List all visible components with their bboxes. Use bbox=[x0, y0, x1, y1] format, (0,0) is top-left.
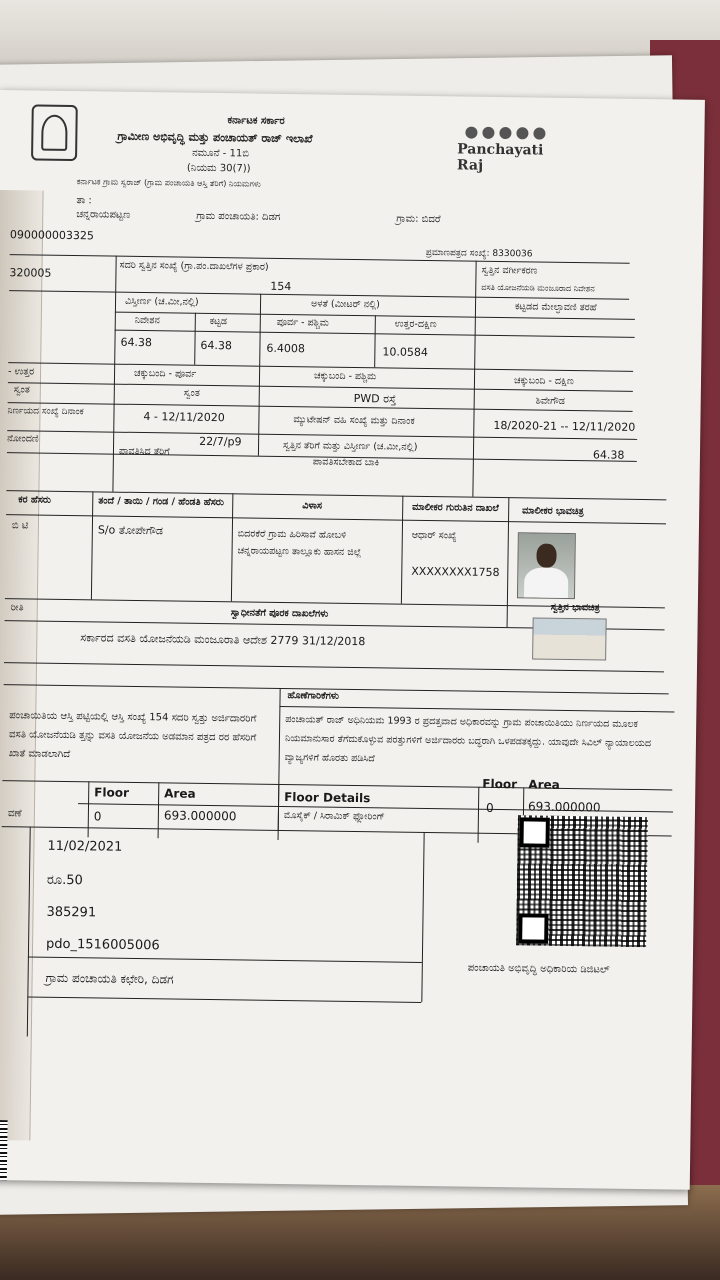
rule-line bbox=[258, 294, 261, 456]
south-boundary-label: ಚಕ್ಕುಬಂದಿ - ದಕ್ಷಿಣ bbox=[513, 375, 574, 388]
area-header-left: Area bbox=[164, 786, 196, 801]
registration-label: ನೋಂದಣಿ bbox=[7, 433, 39, 445]
qr-code-icon bbox=[516, 815, 648, 947]
property-photo bbox=[532, 617, 607, 660]
form-number: ನಮೂನೆ - 11ಬಿ bbox=[192, 147, 250, 160]
east-boundary: ಸ್ವಂತ bbox=[183, 387, 200, 399]
liabilities-label: ಹೊಣೆಗಾರಿಕೆಗಳು bbox=[287, 690, 340, 702]
owner-photo-header: ಮಾಲೀಕರ ಭಾವಚಿತ್ರ bbox=[522, 505, 584, 518]
rule-line bbox=[421, 832, 424, 1002]
rule-note: ಕರ್ನಾಟಕ ಗ್ರಾಮ ಸ್ವರಾಜ್ (ಗ್ರಾಮ ಪಂಚಾಯತಿ ಆಸ್ತಿ ತೆರಿಗೆ) ನಿಯಮಗಳು bbox=[76, 177, 261, 189]
rule-reference: (ನಿಯಮ 30(7)) bbox=[186, 162, 251, 175]
measure-label: ಅಳತೆ (ಮೀಟರ್ ನಲ್ಲಿ) bbox=[310, 298, 381, 311]
area-right: 693.000000 bbox=[527, 799, 601, 815]
rule-line bbox=[91, 491, 94, 599]
owner-name-header: ಕರ ಹೆಸರು bbox=[18, 494, 52, 506]
north-south-label: ಉತ್ತರ-ದಕ್ಷಿಣ bbox=[394, 318, 437, 331]
east-west-value: 6.4008 bbox=[266, 341, 306, 356]
rule-line bbox=[194, 313, 196, 365]
logo-dots-icon bbox=[465, 127, 567, 140]
liabilities-note: ಪಂಚಾಯತ್ ರಾಜ್ ಅಧಿನಿಯಮ 1993 ರ ಪ್ರದತ್ತವಾದ ಅಧಿಕಾರವನ್ನು ಗ್ರಾಮ ಪಂಚಾಯಿತಿಯು ನಿರ್ಣಯದ ಮೂಲಕ ನಿಯಮಾನುಸಾರ ತೆಗೆದುಕೊಳ್ಳುವ ಪರತ್ತುಗಳಿಗೆ ಅರ್ಜಿದಾರರು ಬದ್ಧರಾಗಿ ಒಳಪಡತಕ್ಕದ್ದು. ಯಾವುದೇ ಸಿವಿಲ್ ನ್ಯಾಯಾಲಯದ ವ್ಯಾಜ್ಯಗಳಿಗೆ ಹೊರತು ಪಡಿಸಿದೆ bbox=[284, 714, 652, 765]
site-area: 64.38 bbox=[120, 335, 153, 350]
taluk-label: ತಾ : bbox=[76, 195, 92, 207]
floor-right: 0 bbox=[485, 800, 494, 815]
owner-name: ಬಿ ಟಿ bbox=[11, 520, 29, 532]
certificate-number: ಪ್ರಮಾಣಪತ್ರದ ಸಂಖ್ಯೆ: 8330036 bbox=[425, 247, 533, 260]
north-boundary: ಸ್ವಂತ bbox=[13, 384, 30, 396]
panchayati-raj-logo: Panchayati Raj bbox=[457, 126, 568, 175]
rule-line bbox=[401, 496, 404, 604]
south-boundary: ಶಿವೇಗೌಡ bbox=[535, 395, 565, 407]
document-body bbox=[4, 90, 703, 1099]
left-note: ಪಂಚಾಯಿತಿಯ ಆಸ್ತಿ ಪಟ್ಟಿಯಲ್ಲಿ ಆಸ್ತಿ ಸಂಖ್ಯೆ 154 ಸದರಿ ಸ್ವತ್ತು ಅರ್ಜಿದಾರರಿಗೆ ವಸತಿ ಯೋಜನೆಯಡಿ ತ್ತನ್ನು ವಸತಿ ಯೋಜನೆಯ ಅಡಮಾನ ಪತ್ರದ ರರ ಹೆಸರಿಗೆ ಖಾತೆ ಮಾಡಲಾಗಿದೆ bbox=[8, 710, 257, 761]
east-west-label: ಪೂರ್ವ - ಪಶ್ಚಿಮ bbox=[276, 316, 329, 329]
tax-paid-label: ಪಾವತಿಸಿದ ತೆರಿಗೆ bbox=[118, 445, 170, 458]
left-id: 320005 bbox=[9, 266, 52, 280]
area-left: 693.000000 bbox=[163, 808, 237, 824]
rule-line bbox=[88, 781, 90, 837]
resolution: 4 - 12/11/2020 bbox=[143, 410, 225, 425]
aadhaar-number: XXXXXXXX1758 bbox=[411, 564, 500, 580]
id-document-header: ಮಾಲೀಕರ ಗುರುತಿನ ದಾಖಲೆ bbox=[412, 501, 499, 515]
rule-line bbox=[231, 493, 234, 601]
rule-line bbox=[4, 662, 664, 672]
west-boundary-label: ಚಕ್ಕುಬಂದಿ - ಪಶ್ಚಿಮ bbox=[313, 370, 377, 383]
aadhaar-label: ಆಧಾರ್ ಸಂಖ್ಯೆ bbox=[411, 529, 457, 542]
emblem-icon bbox=[31, 104, 78, 161]
gram-panchayat: ಗ್ರಾಮ ಪಂಚಾಯತಿ: ದಿಡಗ bbox=[196, 210, 281, 223]
area-label: ವಿಸ್ತೀರ್ಣ (ಚ.ಮೀ,ನಲ್ಲಿ) bbox=[124, 295, 199, 308]
rule-line bbox=[28, 956, 422, 963]
rule-line bbox=[374, 315, 376, 367]
rule-line bbox=[27, 996, 421, 1003]
floor-details: ಮೊಸೈಕ್ / ಸಿರಾಮಿಕ್ ಫ್ಲೋರಿಂಗ್ bbox=[283, 810, 385, 823]
property-id: 090000003325 bbox=[9, 228, 95, 243]
area-header-right: Area bbox=[528, 777, 560, 792]
fee: ರೂ.50 bbox=[46, 872, 83, 889]
address-header: ವಿಳಾಸ bbox=[302, 500, 322, 512]
owner-address: ಬಿದರಕೆರೆ ಗ್ರಾಮ ಹಿರಿಸಾವೆ ಹೋಬಳಿ ಚನ್ನರಾಯಪಟ್ಟಣ ತಾಲ್ಲೂಕು ಹಾಸನ ಜಿಲ್ಲೆ bbox=[237, 528, 362, 559]
possession-label: ರೀತಿ bbox=[10, 602, 24, 614]
east-boundary-label: ಚಕ್ಕುಬಂದಿ - ಪೂರ್ವ bbox=[133, 367, 197, 380]
issue-date: 11/02/2021 bbox=[47, 838, 123, 855]
property-photo-label: ಸ್ವತ್ತಿನ ಭಾವಚಿತ್ರ bbox=[550, 601, 600, 614]
pdo-id: pdo_1516005006 bbox=[45, 936, 160, 954]
owner-photo bbox=[517, 532, 576, 599]
balance-label: ಪಾವತಿಸಬೇಕಾದ ಬಾಕಿ bbox=[312, 456, 380, 469]
gov-title: ಕರ್ನಾಟಕ ಸರ್ಕಾರ bbox=[227, 115, 285, 127]
possession-docs-label: ಸ್ವಾಧೀನತೆಗೆ ಪೂರಕ ದಾಖಲೆಗಳು bbox=[230, 607, 329, 620]
possession-document: ಸರ್ಕಾರದ ವಸತಿ ಯೋಜನೆಯಡಿ ಮಂಜೂರಾತಿ ಆದೇಶ 2779 31/12/2018 bbox=[80, 631, 366, 649]
barcode-icon bbox=[0, 1120, 8, 1180]
rule-line bbox=[158, 782, 160, 838]
form-11b-sheet bbox=[0, 90, 705, 1190]
roof-type-label: ಕಟ್ಟಡದ ಮೇಲ್ಛಾವಣಿ ತರಹೆ bbox=[514, 301, 597, 314]
mutation: 18/2020-21 -- 12/11/2020 bbox=[493, 418, 636, 434]
floor-header-right: Floor bbox=[482, 776, 518, 792]
dept-title: ಗ್ರಾಮೀಣ ಅಭಿವೃದ್ಧಿ ಮತ್ತು ಪಂಚಾಯತ್ ರಾಜ್ ಇಲಾಖೆ bbox=[117, 129, 313, 146]
office-name: ಗ್ರಾಮ ಪಂಚಾಯತಿ ಕಛೇರಿ, ದಿಡಗ bbox=[45, 970, 174, 987]
north-south-value: 10.0584 bbox=[382, 345, 428, 359]
digital-signature-label: ಪಂಚಾಯತಿ ಅಭಿವೃದ್ಧಿ ಅಧಿಕಾರಿಯ ಡಿಜಿಟಲ್ bbox=[467, 962, 610, 976]
floor-left: 0 bbox=[93, 809, 102, 824]
rule-line bbox=[507, 497, 510, 627]
asset-number: 154 bbox=[270, 279, 292, 294]
west-boundary: PWD ರಸ್ತೆ bbox=[353, 391, 397, 406]
site-label: ನಿವೇಶನ bbox=[134, 314, 160, 327]
floor-header-left: Floor bbox=[94, 785, 130, 800]
asset-number-label: ಸದರಿ ಸ್ವತ್ತಿನ ಸಂಖ್ಯೆ (ಗ್ರಾ.ಪಂ.ದಾಖಲೆಗಳ ಪ್ರಕಾರ) bbox=[119, 259, 269, 273]
tax-area-value: 64.38 bbox=[592, 448, 625, 462]
rule-line bbox=[278, 784, 280, 840]
receipt-number: 385291 bbox=[46, 904, 97, 921]
built-area: 64.38 bbox=[200, 338, 233, 353]
north-boundary-label: - ಉತ್ತರ bbox=[7, 366, 35, 378]
taluk-name: ಚನ್ನರಾಯಪಟ್ಟಣ bbox=[76, 209, 131, 221]
left-row-label: ವಣೆ bbox=[7, 808, 22, 820]
rule-line bbox=[27, 826, 31, 1036]
resolution-label: ನಿರ್ಣಯದ ಸಂಖ್ಯೆ ದಿನಾಂಕ bbox=[7, 406, 84, 418]
tax-area-label: ಸ್ವತ್ತಿನ ತೆರಿಗೆ ಮತ್ತು ವಿಸ್ತೀರ್ಣ (ಚ.ಮೀ,ನಲ್ಲಿ) bbox=[282, 439, 418, 453]
asset-type-label: ಸ್ವತ್ತಿನ ವರ್ಗೀಕರಣ bbox=[481, 264, 538, 277]
rule-line bbox=[10, 254, 630, 264]
floor-details-header: Floor Details bbox=[284, 790, 371, 806]
mutation-label: ಮ್ಯುಟೇಷನ್ ವಹಿ ಸಂಖ್ಯೆ ಮತ್ತು ದಿನಾಂಕ bbox=[293, 414, 415, 427]
rule-line bbox=[478, 787, 480, 843]
built-label: ಕಟ್ಟಡ bbox=[209, 315, 228, 328]
relation-header: ತಂದೆ / ತಾಯಿ / ಗಂಡ / ಹೆಂಡತಿ ಹೆಸರು bbox=[98, 495, 224, 509]
village: ಗ್ರಾಮ: ಬಿದರೆ bbox=[396, 213, 441, 226]
owner-relation: S/o ತೋಪೇಗೌಡ bbox=[97, 523, 164, 538]
receipt: 22/7/p9 bbox=[199, 434, 242, 449]
asset-type: ವಸತಿ ಯೋಜನೆಯಡಿ ಮಂಜೂರಾದ ನಿವೇಶನ bbox=[481, 282, 595, 294]
